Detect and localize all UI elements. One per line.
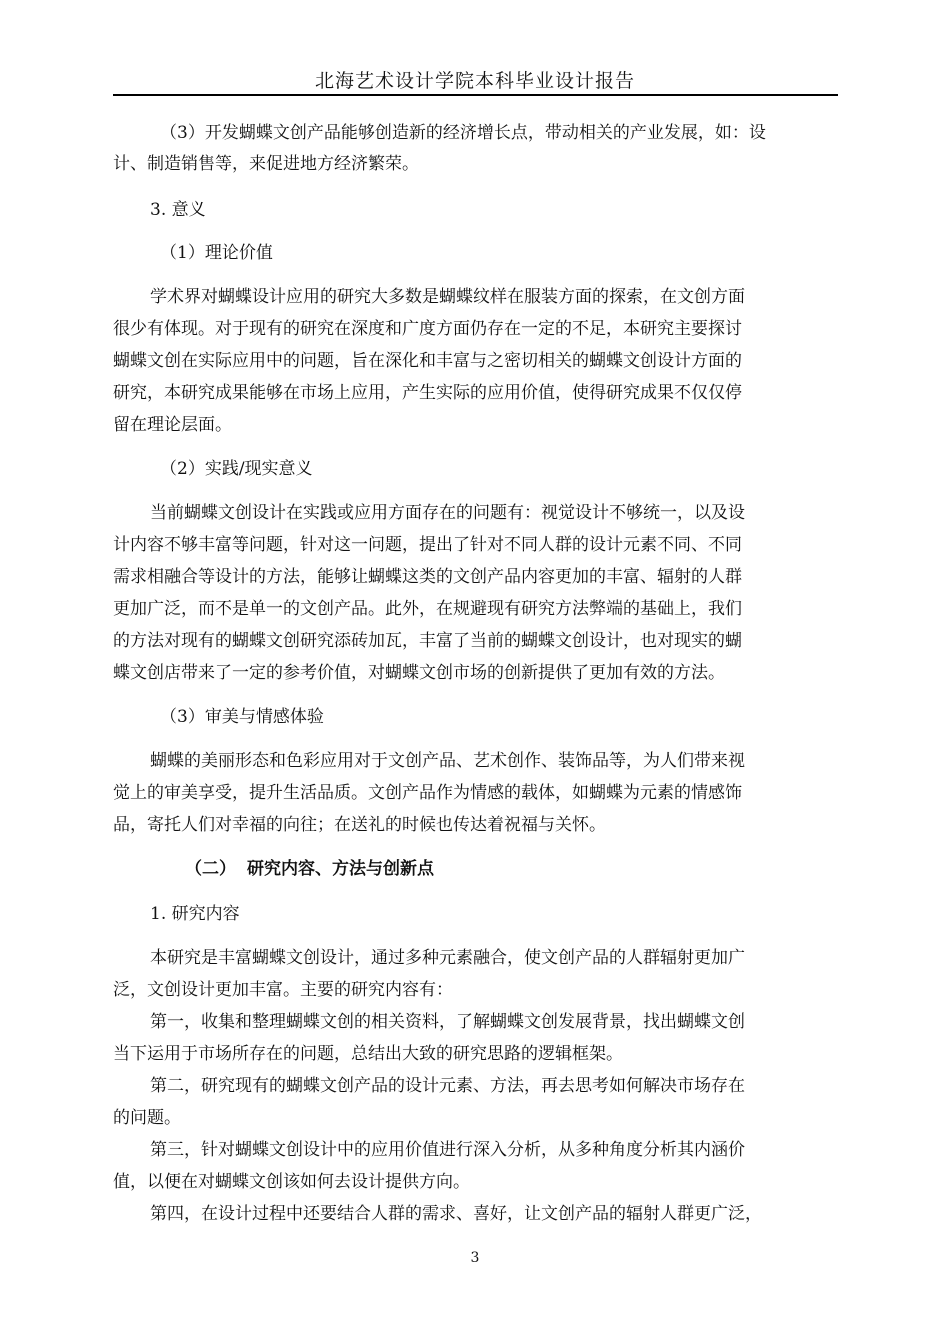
paragraph-line: 第一，收集和整理蝴蝶文创的相关资料，了解蝴蝶文创发展背景，找出蝴蝶文创 xyxy=(150,1012,745,1032)
paragraph-line: 更加广泛，而不是单一的文创产品。此外，在规避现有研究方法弊端的基础上，我们 xyxy=(113,599,742,619)
paragraph-line: 蝴蝶的美丽形态和色彩应用对于文创产品、艺术创作、装饰品等，为人们带来视 xyxy=(150,751,745,771)
paragraph-line: （3）开发蝴蝶文创产品能够创造新的经济增长点，带动相关的产业发展，如：设 xyxy=(160,123,766,143)
paragraph-line: 第二，研究现有的蝴蝶文创产品的设计元素、方法，再去思考如何解决市场存在 xyxy=(150,1076,745,1096)
paragraph-line: 学术界对蝴蝶设计应用的研究大多数是蝴蝶纹样在服装方面的探索，在文创方面 xyxy=(150,287,745,307)
paragraph-line: 很少有体现。对于现有的研究在深度和广度方面仍存在一定的不足，本研究主要探讨 xyxy=(113,319,742,339)
paragraph-line: 蝴蝶文创在实际应用中的问题，旨在深化和丰富与之密切相关的蝴蝶文创设计方面的 xyxy=(113,351,742,371)
chapter-subheading-number: （二） xyxy=(185,859,236,879)
paragraph-line: 需求相融合等设计的方法，能够让蝴蝶这类的文创产品内容更加的丰富、辐射的人群 xyxy=(113,567,742,587)
chapter-subheading xyxy=(185,858,434,880)
paragraph-line: 第三，针对蝴蝶文创设计中的应用价值进行深入分析，从多种角度分析其内涵价 xyxy=(150,1140,745,1160)
paragraph-line: 的问题。 xyxy=(113,1108,181,1128)
paragraph-line: 留在理论层面。 xyxy=(113,415,232,435)
paragraph-line: 蝶文创店带来了一定的参考价值，对蝴蝶文创市场的创新提供了更加有效的方法。 xyxy=(113,663,725,683)
running-header: 北海艺术设计学院本科毕业设计报告 xyxy=(314,70,635,92)
section-heading: 3. 意义 xyxy=(150,200,206,220)
subsection-heading: （2）实践/现实意义 xyxy=(160,459,313,479)
paragraph-line: 泛，文创设计更加丰富。主要的研究内容有： xyxy=(113,980,453,1000)
subsection-heading: （3）审美与情感体验 xyxy=(160,707,324,727)
subsection-heading: （1）理论价值 xyxy=(160,243,273,263)
paragraph-line: 的方法对现有的蝴蝶文创研究添砖加瓦，丰富了当前的蝴蝶文创设计，也对现实的蝴 xyxy=(113,631,742,651)
paragraph-line: 值，以便在对蝴蝶文创该如何去设计提供方向。 xyxy=(113,1172,470,1192)
paragraph-line: 当前蝴蝶文创设计在实践或应用方面存在的问题有：视觉设计不够统一，以及设 xyxy=(150,503,745,523)
paragraph-line: 品，寄托人们对幸福的向往；在送礼的时候也传达着祝福与关怀。 xyxy=(113,815,606,835)
paragraph-line: 第四，在设计过程中还要结合人群的需求、喜好，让文创产品的辐射人群更广泛， xyxy=(150,1204,762,1224)
paragraph-line: 计、制造销售等，来促进地方经济繁荣。 xyxy=(113,154,419,174)
page-number: 3 xyxy=(470,1250,480,1266)
paragraph-line: 当下运用于市场所存在的问题，总结出大致的研究思路的逻辑框架。 xyxy=(113,1044,623,1064)
paragraph-line: 觉上的审美享受，提升生活品质。文创产品作为情感的载体，如蝴蝶为元素的情感饰 xyxy=(113,783,742,803)
header-rule xyxy=(113,94,838,96)
paragraph-line: 本研究是丰富蝴蝶文创设计，通过多种元素融合，使文创产品的人群辐射更加广 xyxy=(150,948,745,968)
chapter-subheading-title: 研究内容、方法与创新点 xyxy=(247,859,434,879)
paragraph-line: 研究，本研究成果能够在市场上应用，产生实际的应用价值，使得研究成果不仅仅停 xyxy=(113,383,742,403)
paragraph-line: 计内容不够丰富等问题，针对这一问题，提出了针对不同人群的设计元素不同、不同 xyxy=(113,535,742,555)
section-heading: 1. 研究内容 xyxy=(150,904,240,924)
